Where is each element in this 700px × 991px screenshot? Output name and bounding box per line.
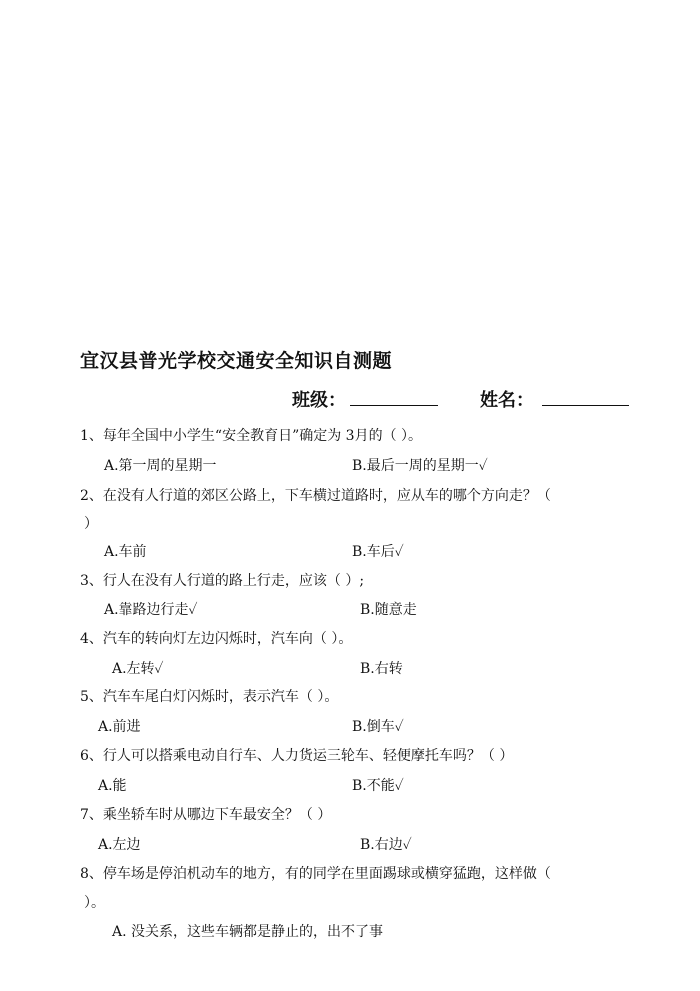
- question-1-option-a: A.第一周的星期一: [104, 458, 217, 474]
- question-8-option-a: A. 没关系，这些车辆都是静止的，出不了事: [112, 924, 384, 940]
- question-6-option-b: B.不能✓: [352, 778, 404, 794]
- document-title: 宜汉县普光学校交通安全知识自测题: [80, 350, 393, 372]
- question-6-option-a: A.能: [98, 778, 127, 794]
- question-2: 2、在没有人行道的郊区公路上，下车横过道路时，应从车的哪个方向走？（: [80, 488, 551, 504]
- question-1: 1、每年全国中小学生“安全教育日”确定为 3月的（ ）。: [80, 428, 423, 444]
- question-7-option-a: A.左边: [98, 837, 141, 853]
- question-5-option-a: A.前进: [98, 719, 141, 735]
- question-7: 7、乘坐轿车时从哪边下车最安全？（ ）: [80, 807, 332, 823]
- question-4-option-a: A.左转✓: [112, 661, 164, 677]
- question-7-option-b: B.右边✓: [360, 837, 412, 853]
- question-3: 3、行人在没有人行道的路上行走，应该（ ）;: [80, 573, 365, 589]
- question-2-option-a: A.车前: [104, 544, 147, 560]
- question-3-option-b: B.随意走: [360, 602, 417, 618]
- question-3-option-a: A.靠路边行走✓: [104, 602, 198, 618]
- question-4-option-b: B.右转: [360, 661, 403, 677]
- class-blank-line[interactable]: [350, 405, 438, 406]
- question-5: 5、汽车车尾白灯闪烁时，表示汽车（ ）。: [80, 689, 339, 705]
- question-2-option-b: B.车后✓: [352, 544, 404, 560]
- question-8-continuation: ）。: [84, 895, 105, 911]
- question-1-option-b: B.最后一周的星期一✓: [352, 458, 488, 474]
- class-label: 班级：: [292, 390, 346, 411]
- question-4: 4、汽车的转向灯左边闪烁时，汽车向（ ）。: [80, 631, 353, 647]
- question-5-option-b: B.倒车✓: [352, 719, 404, 735]
- question-2-continuation: ）: [84, 516, 98, 532]
- question-8: 8、停车场是停泊机动车的地方，有的同学在里面踢球或横穿猛跑，这样做（: [80, 866, 551, 882]
- question-6: 6、行人可以搭乘电动自行车、人力货运三轮车、轻便摩托车吗？（ ）: [80, 748, 514, 764]
- name-label: 姓名：: [480, 390, 534, 411]
- name-blank-line[interactable]: [542, 405, 629, 406]
